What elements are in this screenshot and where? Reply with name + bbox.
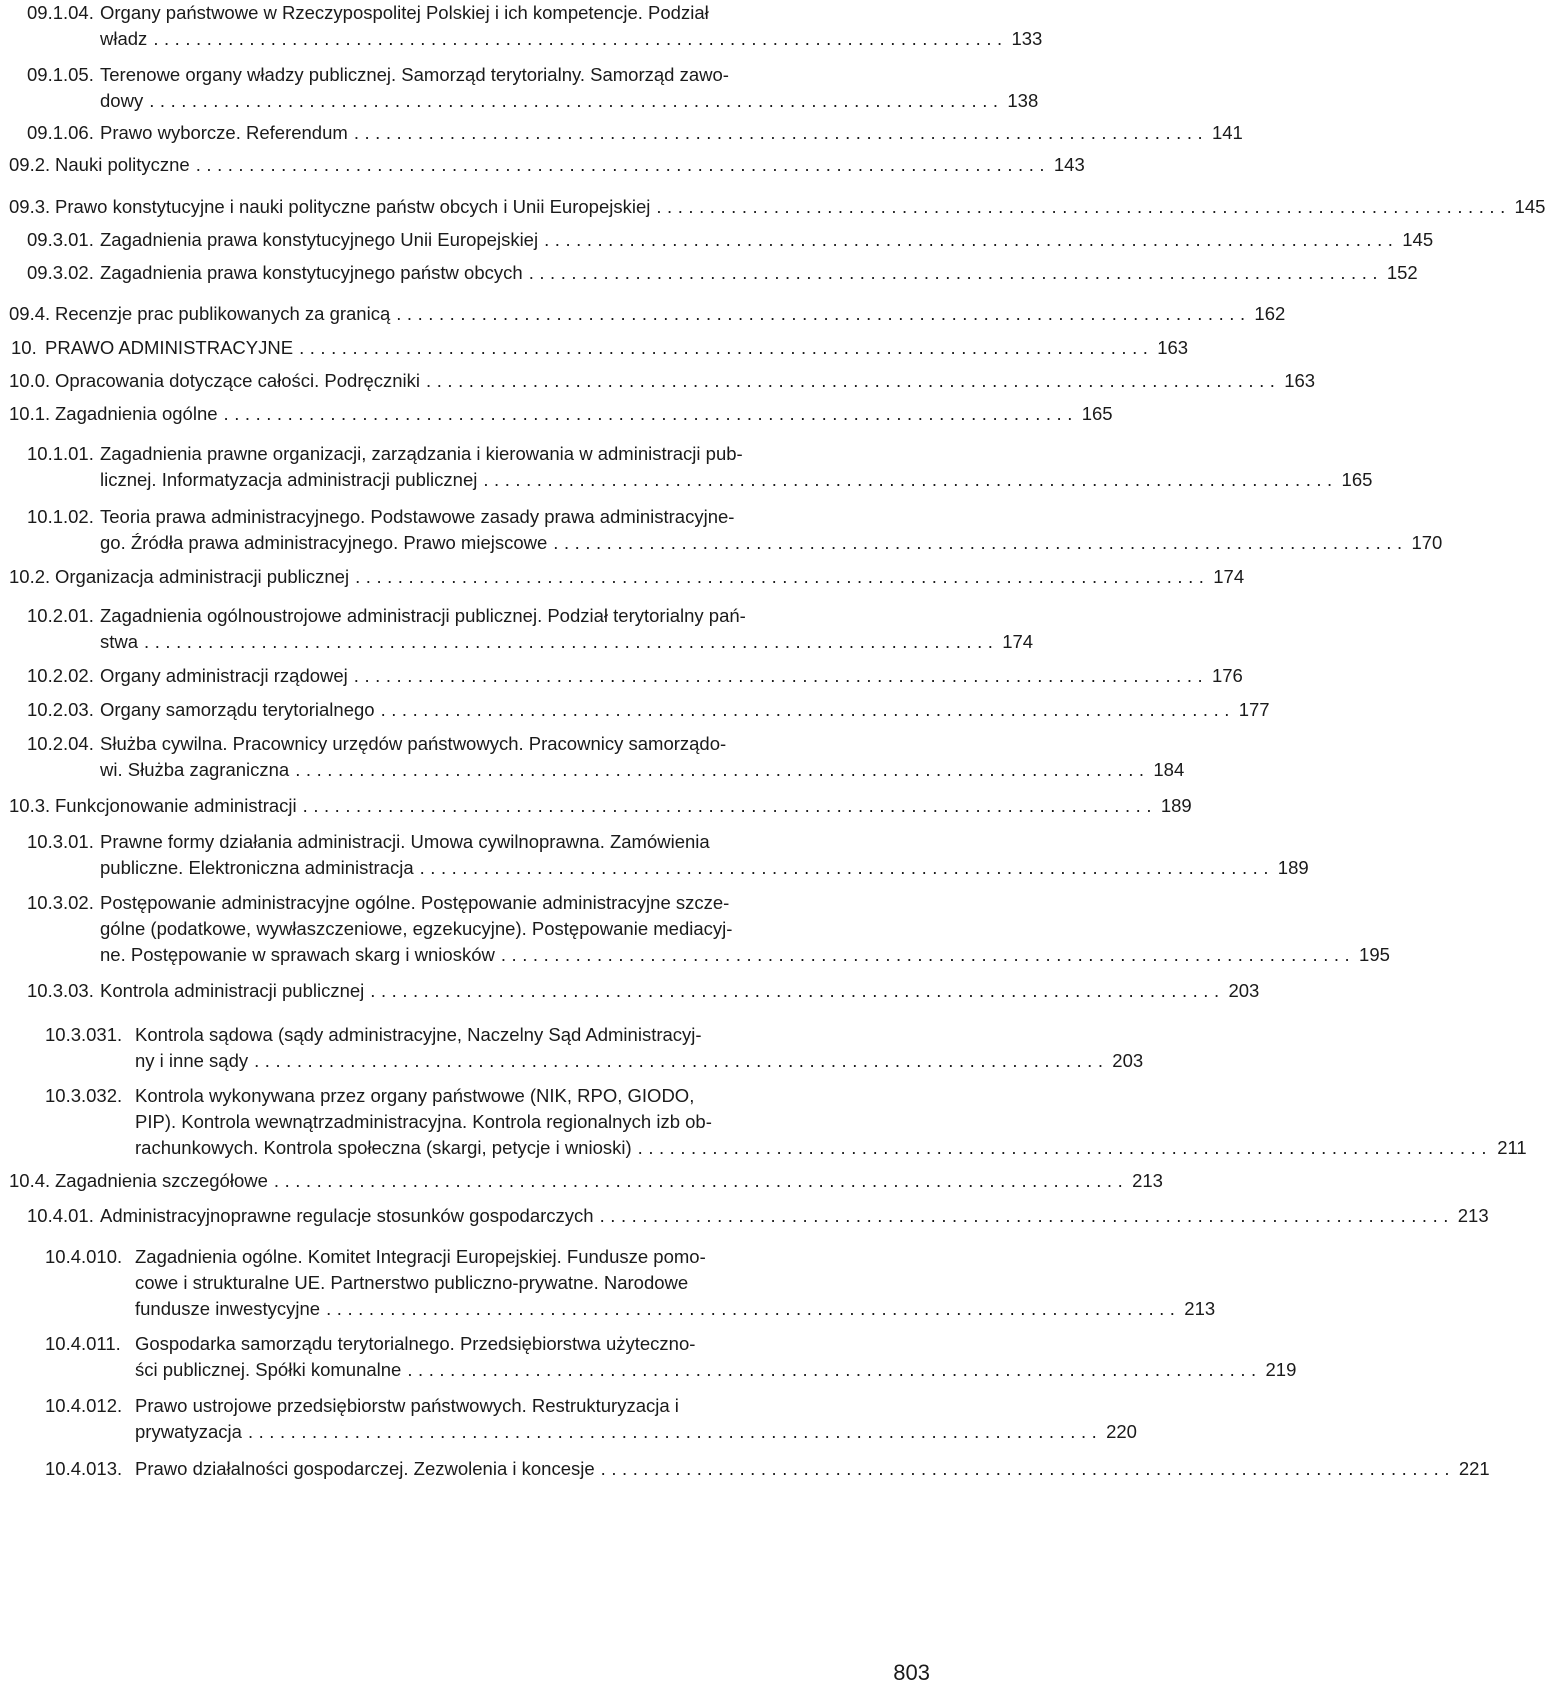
toc-entry-text: wi. Służba zagraniczna xyxy=(100,759,290,780)
leader-dots: . . . . . . . . . . . . . . . . . . . . . . . . . . . . . . . . . . . . . . . . . . . . . . . . . . . . . . . . . . . . . . . . . . . . . . . . . . . . . . . . xyxy=(195,154,1045,175)
toc-entry-number: 10.2.04. xyxy=(27,733,94,754)
toc-entry-number: 09.1.05. xyxy=(27,64,94,85)
toc-entry-body xyxy=(100,0,1043,52)
toc-entry-number: 09.1.06. xyxy=(27,122,94,143)
toc-entry-page: 141 xyxy=(1211,122,1243,143)
toc-entry xyxy=(27,663,1243,689)
toc-entry-page: 213 xyxy=(1457,1205,1489,1226)
toc-entry-text: Teoria prawa administracyjnego. Podstawowe zasady prawa administracyjne- xyxy=(100,506,735,527)
toc-entry-number: 10. xyxy=(11,337,37,358)
toc-entry-text: Prawne formy działania administracji. Umowa cywilnoprawna. Zamówienia xyxy=(100,831,710,852)
toc-entry-text: Zagadnienia ogólne xyxy=(55,403,218,424)
toc-entry-page: 220 xyxy=(1106,1421,1137,1442)
leader-dots: . . . . . . . . . . . . . . . . . . . . . . . . . . . . . . . . . . . . . . . . . . . . . . . . . . . . . . . . . . . . . . . . . . . . . . . . . . . . . . . . xyxy=(500,944,1350,965)
toc-entry-text: Organy samorządu terytorialnego xyxy=(100,699,375,720)
toc-entry-body xyxy=(100,697,1270,723)
toc-entry-text: Prawo ustrojowe przedsiębiorstw państwowych. Restrukturyzacja i xyxy=(135,1395,679,1416)
toc-entry-text: Terenowe organy władzy publicznej. Samorząd terytorialny. Samorząd zawo- xyxy=(100,64,729,85)
leader-dots: . . . . . . . . . . . . . . . . . . . . . . . . . . . . . . . . . . . . . . . . . . . . . . . . . . . . . . . . . . . . . . . . . . . . . . . . . . . . . . . . xyxy=(302,795,1152,816)
toc-entry xyxy=(45,1022,1144,1074)
leader-dots: . . . . . . . . . . . . . . . . . . . . . . . . . . . . . . . . . . . . . . . . . . . . . . . . . . . . . . . . . . . . . . . . . . . . . . . . . . . . . . . . xyxy=(254,1050,1104,1071)
toc-entry-body xyxy=(135,1083,1527,1161)
toc-entry-page: 211 xyxy=(1497,1137,1527,1158)
toc-entry-text: Postępowanie administracyjne ogólne. Postępowanie administracyjne szcze- xyxy=(100,892,730,913)
leader-dots: . . . . . . . . . . . . . . . . . . . . . . . . . . . . . . . . . . . . . . . . . . . . . . . . . . . . . . . . . . . . . . . . . . . . . . . . . . . . . . . . xyxy=(637,1137,1487,1158)
leader-dots: . . . . . . . . . . . . . . . . . . . . . . . . . . . . . . . . . . . . . . . . . . . . . . . . . . . . . . . . . . . . . . . . . . . . . . . . . . . . . . . . xyxy=(553,532,1403,553)
toc-entry-text: Organizacja administracji publicznej xyxy=(55,566,350,587)
toc-entry-number: 10.2.01. xyxy=(27,605,94,626)
toc-entry-body xyxy=(100,978,1260,1004)
toc-entry-number: 10.2.03. xyxy=(27,699,94,720)
toc-entry xyxy=(9,152,1085,178)
toc-entry xyxy=(27,697,1270,723)
leader-dots: . . . . . . . . . . . . . . . . . . . . . . . . . . . . . . . . . . . . . . . . . . . . . . . . . . . . . . . . . . . . . . . . . . . . . . . . . . . . . . . . xyxy=(353,665,1203,686)
toc-entry-text: Kontrola administracji publicznej xyxy=(100,980,365,1001)
toc-entry-text: Kontrola wykonywana przez organy państwowe (NIK, RPO, GIODO, xyxy=(135,1085,695,1106)
toc-entry-page: 170 xyxy=(1411,532,1443,553)
toc-entry xyxy=(27,978,1260,1004)
toc-entry-number: 10.1. xyxy=(9,403,51,424)
toc-entry-number: 10.3.03. xyxy=(27,980,94,1001)
toc-entry xyxy=(9,1168,1163,1194)
toc-entry-body xyxy=(100,260,1418,286)
toc-entry-number: 09.3. xyxy=(9,196,51,217)
toc-entry xyxy=(9,564,1245,590)
toc-entry-text: dowy xyxy=(100,90,144,111)
leader-dots: . . . . . . . . . . . . . . . . . . . . . . . . . . . . . . . . . . . . . . . . . . . . . . . . . . . . . . . . . . . . . . . . . . . . . . . . . . . . . . . . xyxy=(273,1170,1123,1191)
leader-dots: . . . . . . . . . . . . . . . . . . . . . . . . . . . . . . . . . . . . . . . . . . . . . . . . . . . . . . . . . . . . . . . . . . . . . . . . . . . . . . . . xyxy=(247,1421,1097,1442)
toc-entry-body xyxy=(135,1393,1137,1445)
toc-entry-page: 177 xyxy=(1238,699,1270,720)
toc-entry-number: 10.3.031. xyxy=(45,1024,123,1045)
toc-entry-body xyxy=(55,301,1286,327)
leader-dots: . . . . . . . . . . . . . . . . . . . . . . . . . . . . . . . . . . . . . . . . . . . . . . . . . . . . . . . . . . . . . . . . . . . . . . . . . . . . . . . . xyxy=(355,566,1205,587)
toc-entry-page: 189 xyxy=(1160,795,1192,816)
toc-entry-body xyxy=(55,368,1316,394)
toc-entry xyxy=(45,1244,1216,1322)
toc-entry-text: fundusze inwestycyjne xyxy=(135,1298,321,1319)
toc-entry-text: władz xyxy=(100,28,148,49)
toc-entry-text: publiczne. Elektroniczna administracja xyxy=(100,857,414,878)
leader-dots: . . . . . . . . . . . . . . . . . . . . . . . . . . . . . . . . . . . . . . . . . . . . . . . . . . . . . . . . . . . . . . . . . . . . . . . . . . . . . . . . xyxy=(483,469,1333,490)
toc-entry-body xyxy=(100,62,1039,114)
leader-dots: . . . . . . . . . . . . . . . . . . . . . . . . . . . . . . . . . . . . . . . . . . . . . . . . . . . . . . . . . . . . . . . . . . . . . . . . . . . . . . . . xyxy=(419,857,1269,878)
leader-dots: . . . . . . . . . . . . . . . . . . . . . . . . . . . . . . . . . . . . . . . . . . . . . . . . . . . . . . . . . . . . . . . . . . . . . . . . . . . . . . . . xyxy=(353,122,1203,143)
leader-dots: . . . . . . . . . . . . . . . . . . . . . . . . . . . . . . . . . . . . . . . . . . . . . . . . . . . . . . . . . . . . . . . . . . . . . . . . . . . . . . . . xyxy=(295,759,1145,780)
toc-entry-number: 10.4.010. xyxy=(45,1246,123,1267)
toc-entry xyxy=(27,260,1418,286)
toc-entry-text: Organy administracji rządowej xyxy=(100,665,348,686)
toc-entry xyxy=(27,120,1243,146)
toc-entry-page: 143 xyxy=(1053,154,1085,175)
toc-entry-text: PRAWO ADMINISTRACYJNE xyxy=(45,337,294,358)
toc-entry-text: Zagadnienia prawa konstytucyjnego Unii Europejskiej xyxy=(100,229,539,250)
toc-entry-text: ści publicznej. Spółki komunalne xyxy=(135,1359,402,1380)
leader-dots: . . . . . . . . . . . . . . . . . . . . . . . . . . . . . . . . . . . . . . . . . . . . . . . . . . . . . . . . . . . . . . . . . . . . . . . . . . . . . . . . xyxy=(407,1359,1257,1380)
toc-entry-page: 165 xyxy=(1081,403,1113,424)
toc-entry-page: 213 xyxy=(1184,1298,1216,1319)
toc-entry-page: 152 xyxy=(1386,262,1418,283)
toc-entry xyxy=(45,1393,1137,1445)
toc-entry-number: 10.4.012. xyxy=(45,1395,123,1416)
toc-entry xyxy=(9,401,1113,427)
toc-entry-body xyxy=(100,227,1434,253)
page-number: 803 xyxy=(893,1660,930,1685)
toc-entry-text: Prawo wyborcze. Referendum xyxy=(100,122,348,143)
toc-entry-body xyxy=(100,441,1373,493)
toc-entry-text: stwa xyxy=(100,631,139,652)
toc-entry-text: Zagadnienia prawne organizacji, zarządzania i kierowania w administracji pub- xyxy=(100,443,743,464)
toc-entry-text: gólne (podatkowe, wywłaszczeniowe, egzekucyjne). Postępowanie mediacyj- xyxy=(100,918,733,939)
toc-entry-number: 10.4. xyxy=(9,1170,51,1191)
toc-entry-number: 10.1.01. xyxy=(27,443,94,464)
toc-entry xyxy=(9,194,1545,220)
toc-entry-number: 10.3.01. xyxy=(27,831,94,852)
toc-entry-text: Zagadnienia prawa konstytucyjnego państw obcych xyxy=(100,262,523,283)
toc-entry xyxy=(27,504,1443,556)
toc-entry-text: Służba cywilna. Pracownicy urzędów państwowych. Pracownicy samorządo- xyxy=(100,733,727,754)
toc-entry xyxy=(27,890,1390,968)
toc-entry-number: 10.0. xyxy=(9,370,51,391)
toc-entry-body xyxy=(55,793,1192,819)
toc-entry-number: 10.3.032. xyxy=(45,1085,123,1106)
toc-entry-number: 09.3.02. xyxy=(27,262,94,283)
toc-entry-text: Opracowania dotyczące całości. Podręczniki xyxy=(55,370,421,391)
toc-entry-body xyxy=(100,504,1443,556)
toc-entry xyxy=(27,441,1373,493)
leader-dots: . . . . . . . . . . . . . . . . . . . . . . . . . . . . . . . . . . . . . . . . . . . . . . . . . . . . . . . . . . . . . . . . . . . . . . . . . . . . . . . . xyxy=(426,370,1276,391)
toc-entry xyxy=(9,368,1316,394)
toc-entry-page: 133 xyxy=(1011,28,1043,49)
toc-entry-text: ne. Postępowanie w sprawach skarg i wniosków xyxy=(100,944,495,965)
toc-entry-number: 09.2. xyxy=(9,154,51,175)
leader-dots: . . . . . . . . . . . . . . . . . . . . . . . . . . . . . . . . . . . . . . . . . . . . . . . . . . . . . . . . . . . . . . . . . . . . . . . . . . . . . . . . xyxy=(144,631,994,652)
toc-entry-page: 189 xyxy=(1277,857,1309,878)
toc-entry-number: 10.4.011. xyxy=(45,1333,121,1354)
toc-entry-text: Nauki polityczne xyxy=(55,154,190,175)
toc-entry-page: 174 xyxy=(1002,631,1034,652)
toc-entry-number: 09.4. xyxy=(9,303,51,324)
toc-entry-number: 10.2. xyxy=(9,566,51,587)
leader-dots: . . . . . . . . . . . . . . . . . . . . . . . . . . . . . . . . . . . . . . . . . . . . . . . . . . . . . . . . . . . . . . . . . . . . . . . . . . . . . . . . xyxy=(326,1298,1176,1319)
toc-entry-body xyxy=(45,335,1189,361)
toc-entry-number: 09.3.01. xyxy=(27,229,94,250)
toc-entry-body xyxy=(135,1244,1216,1322)
toc-entry-text: Kontrola sądowa (sądy administracyjne, Naczelny Sąd Administracyj- xyxy=(135,1024,702,1045)
toc-entry-body xyxy=(135,1331,1297,1383)
toc-entry-page: 162 xyxy=(1254,303,1286,324)
toc-entry-body xyxy=(100,663,1243,689)
toc-entry-body xyxy=(100,890,1390,968)
toc-entry-text: Prawo działalności gospodarczej. Zezwolenia i koncesje xyxy=(135,1458,595,1479)
toc-entry-number: 10.4.01. xyxy=(27,1205,94,1226)
toc-entry-body xyxy=(55,194,1545,220)
leader-dots: . . . . . . . . . . . . . . . . . . . . . . . . . . . . . . . . . . . . . . . . . . . . . . . . . . . . . . . . . . . . . . . . . . . . . . . . . . . . . . . . xyxy=(528,262,1378,283)
leader-dots: . . . . . . . . . . . . . . . . . . . . . . . . . . . . . . . . . . . . . . . . . . . . . . . . . . . . . . . . . . . . . . . . . . . . . . . . . . . . . . . . xyxy=(396,303,1246,324)
toc-entry-page: 176 xyxy=(1211,665,1243,686)
toc-entry xyxy=(9,793,1192,819)
leader-dots: . . . . . . . . . . . . . . . . . . . . . . . . . . . . . . . . . . . . . . . . . . . . . . . . . . . . . . . . . . . . . . . . . . . . . . . . . . . . . . . . xyxy=(600,1458,1450,1479)
toc-entry xyxy=(27,731,1185,783)
toc-entry-number: 10.4.013. xyxy=(45,1458,123,1479)
toc-entry-text: Zagadnienia szczegółowe xyxy=(55,1170,268,1191)
toc-entry-page: 145 xyxy=(1514,196,1545,217)
leader-dots: . . . . . . . . . . . . . . . . . . . . . . . . . . . . . . . . . . . . . . . . . . . . . . . . . . . . . . . . . . . . . . . . . . . . . . . . . . . . . . . . xyxy=(599,1205,1449,1226)
toc-entry-text: PIP). Kontrola wewnątrzadministracyjna. Kontrola regionalnych izb ob- xyxy=(135,1111,712,1132)
toc-entry-number: 10.1.02. xyxy=(27,506,94,527)
leader-dots: . . . . . . . . . . . . . . . . . . . . . . . . . . . . . . . . . . . . . . . . . . . . . . . . . . . . . . . . . . . . . . . . . . . . . . . . . . . . . . . . xyxy=(656,196,1506,217)
leader-dots: . . . . . . . . . . . . . . . . . . . . . . . . . . . . . . . . . . . . . . . . . . . . . . . . . . . . . . . . . . . . . . . . . . . . . . . . . . . . . . . . xyxy=(299,337,1149,358)
toc-entry-body xyxy=(100,731,1185,783)
toc-entry xyxy=(11,335,1189,361)
toc-entry-page: 174 xyxy=(1213,566,1245,587)
toc-entry xyxy=(45,1331,1297,1383)
toc-entry xyxy=(45,1456,1490,1482)
toc-entry-page: 163 xyxy=(1157,337,1189,358)
toc-entry-page: 203 xyxy=(1112,1050,1144,1071)
toc-entry-text: go. Źródła prawa administracyjnego. Prawo miejscowe xyxy=(100,532,548,553)
toc-entry-body xyxy=(55,152,1085,178)
toc-entry-number: 10.3.02. xyxy=(27,892,94,913)
toc-entry-text: Prawo konstytucyjne i nauki polityczne państw obcych i Unii Europejskiej xyxy=(55,196,651,217)
toc-entry-page: 163 xyxy=(1284,370,1316,391)
leader-dots: . . . . . . . . . . . . . . . . . . . . . . . . . . . . . . . . . . . . . . . . . . . . . . . . . . . . . . . . . . . . . . . . . . . . . . . . . . . . . . . . xyxy=(223,403,1073,424)
toc-entry-page: 221 xyxy=(1458,1458,1490,1479)
toc-entry-page: 219 xyxy=(1265,1359,1297,1380)
toc-entry-page: 184 xyxy=(1153,759,1185,780)
toc-entry-text: ny i inne sądy xyxy=(135,1050,249,1071)
toc-entry xyxy=(9,301,1286,327)
toc-entry-body xyxy=(100,1203,1489,1229)
toc-entry-body xyxy=(100,603,1034,655)
toc-entry-text: licznej. Informatyzacja administracji publicznej xyxy=(100,469,478,490)
toc-entry-text: Zagadnienia ogólne. Komitet Integracji Europejskiej. Fundusze pomo- xyxy=(135,1246,706,1267)
toc-entry-body xyxy=(55,564,1245,590)
toc-entry-text: Zagadnienia ogólnoustrojowe administracji publicznej. Podział terytorialny pań- xyxy=(100,605,746,626)
toc-entry-text: prywatyzacja xyxy=(135,1421,242,1442)
toc-entry-body xyxy=(135,1022,1144,1074)
toc-entry xyxy=(27,62,1039,114)
toc-entry-text: Funkcjonowanie administracji xyxy=(55,795,297,816)
toc-entry-text: Gospodarka samorządu terytorialnego. Przedsiębiorstwa użyteczno- xyxy=(135,1333,696,1354)
toc-entry xyxy=(27,603,1034,655)
toc-entry xyxy=(27,0,1043,52)
toc-entry xyxy=(27,829,1309,881)
toc-entry-body xyxy=(100,120,1243,146)
leader-dots: . . . . . . . . . . . . . . . . . . . . . . . . . . . . . . . . . . . . . . . . . . . . . . . . . . . . . . . . . . . . . . . . . . . . . . . . . . . . . . . . xyxy=(153,28,1003,49)
toc-entry-page: 165 xyxy=(1341,469,1373,490)
toc-entry-number: 10.3. xyxy=(9,795,51,816)
toc-entry xyxy=(45,1083,1527,1161)
toc-entry-text: Administracyjnoprawne regulacje stosunków gospodarczych xyxy=(100,1205,594,1226)
toc-entry-body xyxy=(55,1168,1163,1194)
toc-entry-page: 138 xyxy=(1007,90,1039,111)
toc-entry-page: 145 xyxy=(1402,229,1434,250)
toc-entry-page: 213 xyxy=(1132,1170,1163,1191)
toc-entry-text: Organy państwowe w Rzeczypospolitej Polskiej i ich kompetencje. Podział xyxy=(100,2,709,23)
toc-entry-text: rachunkowych. Kontrola społeczna (skargi, petycje i wnioski) xyxy=(135,1137,632,1158)
toc-entry-text: cowe i strukturalne UE. Partnerstwo publiczno-prywatne. Narodowe xyxy=(135,1272,689,1293)
toc-entry-page: 203 xyxy=(1228,980,1260,1001)
toc-entry-body xyxy=(135,1456,1490,1482)
toc-entry-text: Recenzje prac publikowanych za granicą xyxy=(55,303,391,324)
toc-entry-page: 195 xyxy=(1359,944,1390,965)
toc-entry-number: 10.2.02. xyxy=(27,665,94,686)
leader-dots: . . . . . . . . . . . . . . . . . . . . . . . . . . . . . . . . . . . . . . . . . . . . . . . . . . . . . . . . . . . . . . . . . . . . . . . . . . . . . . . . xyxy=(149,90,999,111)
leader-dots: . . . . . . . . . . . . . . . . . . . . . . . . . . . . . . . . . . . . . . . . . . . . . . . . . . . . . . . . . . . . . . . . . . . . . . . . . . . . . . . . xyxy=(370,980,1220,1001)
leader-dots: . . . . . . . . . . . . . . . . . . . . . . . . . . . . . . . . . . . . . . . . . . . . . . . . . . . . . . . . . . . . . . . . . . . . . . . . . . . . . . . . xyxy=(544,229,1394,250)
toc-entry-body xyxy=(55,401,1113,427)
leader-dots: . . . . . . . . . . . . . . . . . . . . . . . . . . . . . . . . . . . . . . . . . . . . . . . . . . . . . . . . . . . . . . . . . . . . . . . . . . . . . . . . xyxy=(380,699,1230,720)
toc-entry-body xyxy=(100,829,1309,881)
toc-entry xyxy=(27,1203,1489,1229)
toc-entry xyxy=(27,227,1434,253)
toc-entry-number: 09.1.04. xyxy=(27,2,94,23)
